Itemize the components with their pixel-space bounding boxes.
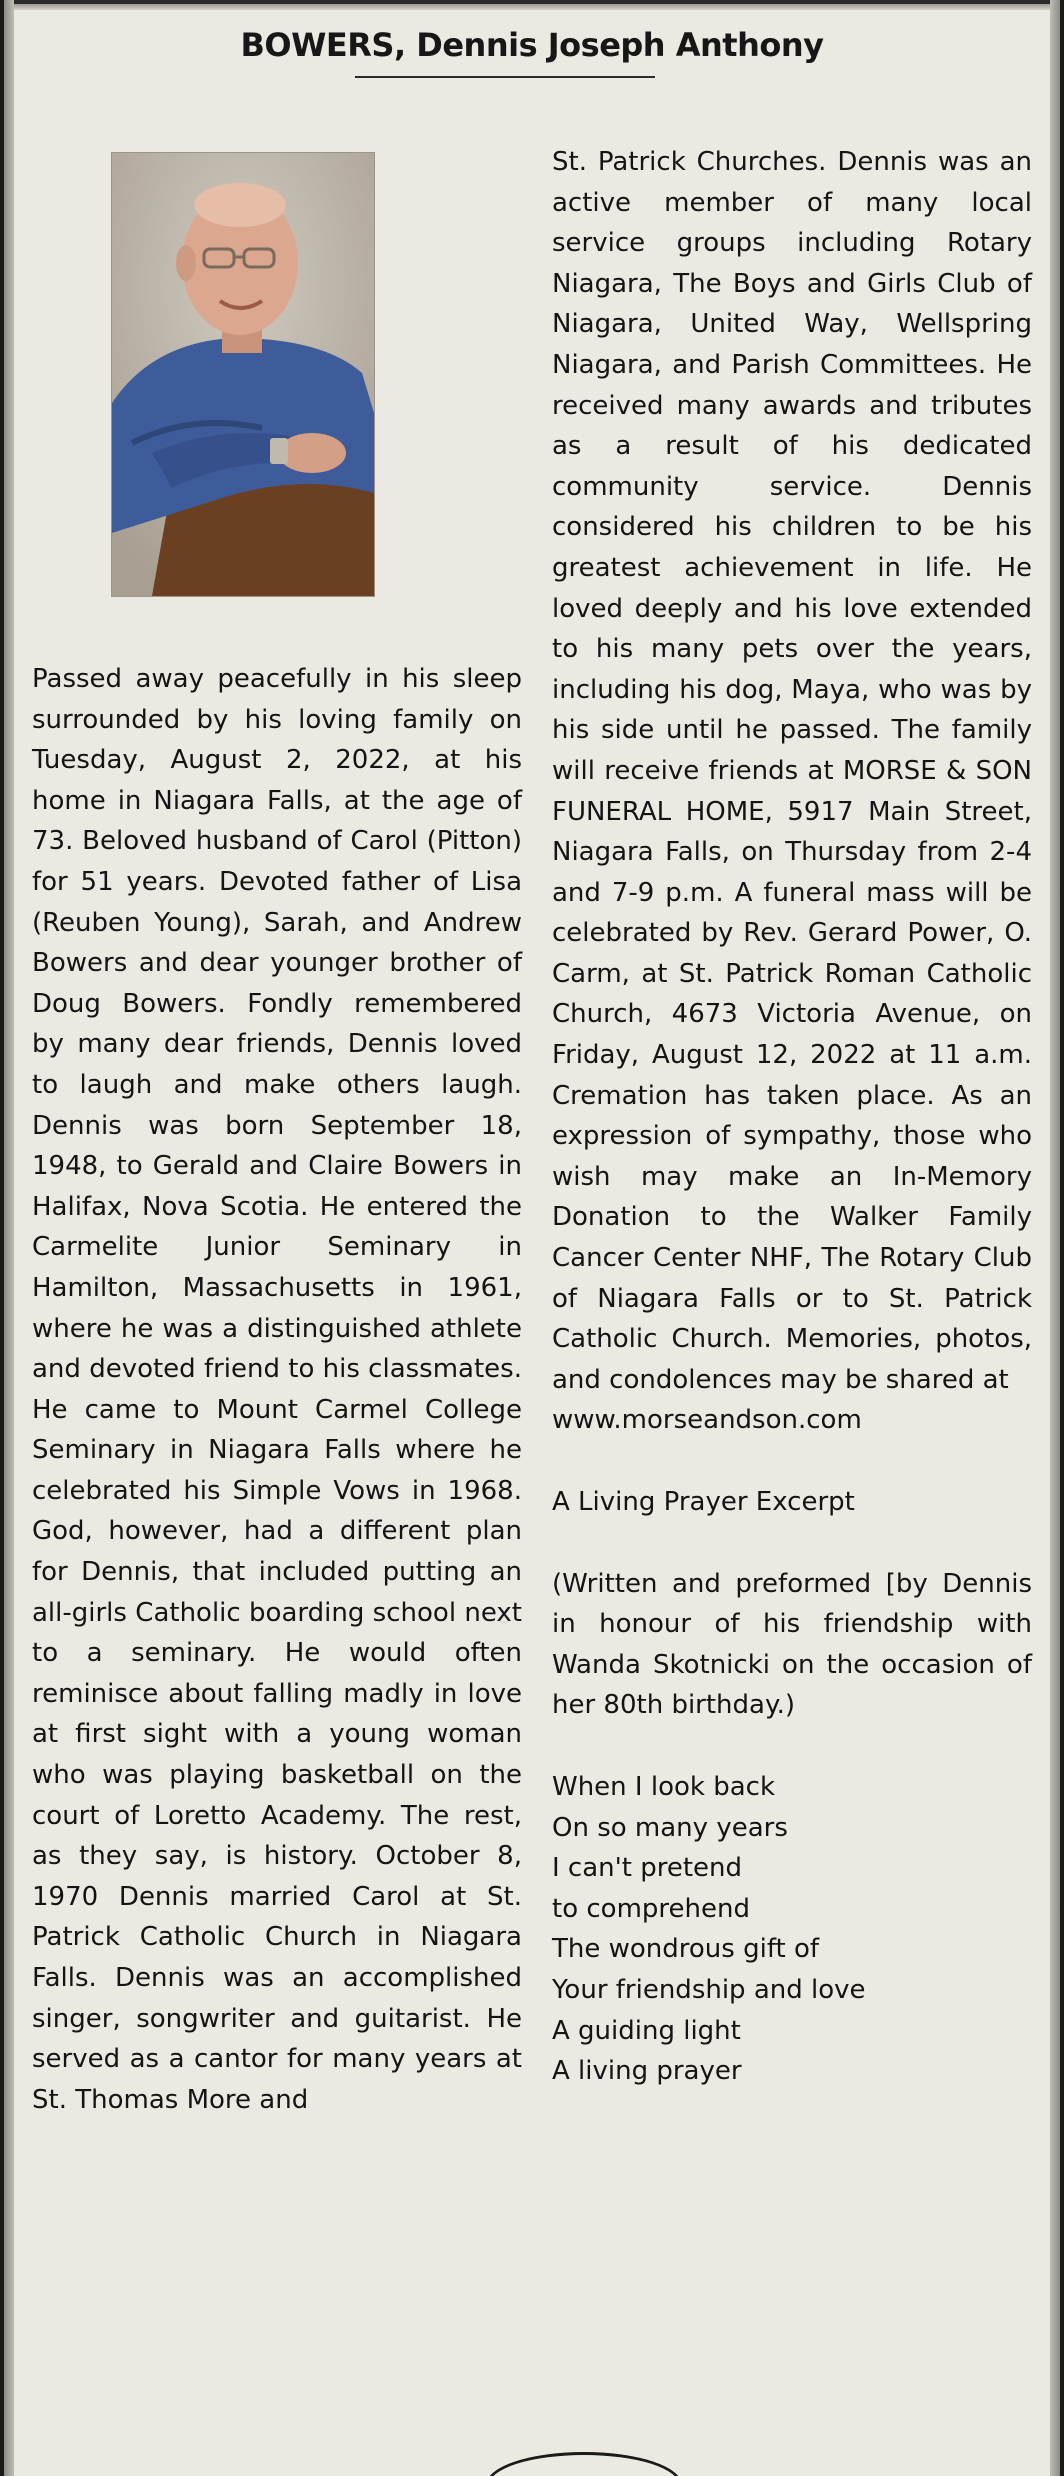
- prayer-verse: [552, 1767, 1032, 2092]
- verse-line: to comprehend: [552, 1893, 750, 1924]
- portrait-illustration: [112, 153, 374, 596]
- obituary-paragraph: Passed away peacefully in his sleep surrounded by his loving family on Tuesday, August 2, 2022, at his home in Niagara Falls, at the age of 73. Beloved husband of Carol (Pitton) for 51 years. Devoted father of Lisa (Reuben Young), Sarah, and Andrew Bowers and dear younger brother of Doug Bowers. Fondly remembered by many dear friends, Dennis loved to laugh and make others laugh. Dennis was born September 18, 1948, to Gerald and Claire Bowers in Halifax, Nova Scotia. He entered the Carmelite Junior Seminary in Hamilton, Massachusetts in 1961, where he was a distinguished athlete and devoted friend to his classmates. He came to Mount Carmel College Seminary in Niagara Falls where he celebrated his Simple Vows in 1968. God, however, had a different plan for Dennis, that included putting an all-girls Catholic boarding school next to a seminary. He would often reminisce about falling madly in love at first sight with a young woman who was playing basketball on the court of Loretto Academy. The rest, as they say, is history. October 8, 1970 Dennis married Carol at St. Patrick Catholic Church in Niagara Falls. Dennis was an accomplished singer, songwriter and guitarist. He served as a cantor for many years at St. Thomas More and: [32, 664, 522, 2115]
- prayer-heading: A Living Prayer Excerpt: [552, 1487, 855, 1517]
- prayer-note: (Written and preformed [by Dennis in honour of his friendship with Wanda Skotnicki on the occasion of her 80th birthday.): [552, 1568, 1032, 1721]
- ear: [176, 245, 196, 281]
- right-border: [1050, 0, 1064, 2476]
- verse-line: The wondrous gift of: [552, 1934, 820, 1965]
- verse-line: A guiding light: [552, 2015, 741, 2046]
- verse-line: A living prayer: [552, 2056, 742, 2087]
- verse-line: I can't pretend: [552, 1853, 743, 1884]
- wristwatch: [270, 438, 288, 464]
- verse-line: Your friendship and love: [552, 1974, 866, 2005]
- obituary-paragraph-continued: St. Patrick Churches. Dennis was an active member of many local service groups including Rotary Niagara, The Boys and Girls Club of Niagara, United Way, Wellspring Niagara, and Parish Committees. He received many awards and tributes as a result of his dedicated community service. Dennis considered his children to be his greatest achievement in life. He loved deeply and his love extended to his many pets over the years, including his dog, Maya, who was by his side until he passed. The family will receive friends at MORSE & SON FUNERAL HOME, 5917 Main Street, Niagara Falls, on Thursday from 2-4 and 7-9 p.m. A funeral mass will be celebrated by Rev. Gerard Power, O. Carm, at St. Patrick Roman Catholic Church, 4673 Victoria Avenue, on Friday, August 12, 2022 at 11 a.m. Cremation has taken place. As an expression of sympathy, those who wish may make an In-Memory Donation to the Walker Family Cancer Center NHF, The Rotary Club of Niagara Falls or to St. Patrick Catholic Church. Memories, photos, and condolences may be shared at: [552, 147, 1032, 1395]
- bottom-decorative-arc: [486, 2452, 682, 2476]
- obituary-title: BOWERS, Dennis Joseph Anthony: [240, 26, 824, 64]
- obituary-right-column: [552, 142, 1032, 2092]
- bald-crown: [194, 183, 286, 227]
- obituary-left-column: [32, 659, 522, 2120]
- verse-line: When I look back: [552, 1771, 776, 1802]
- hand: [278, 433, 346, 473]
- top-border: [0, 0, 1064, 10]
- left-border: [0, 0, 14, 2476]
- portrait-photo: [112, 153, 374, 596]
- verse-line: On so many years: [552, 1812, 788, 1843]
- funeral-home-website: www.morseandson.com: [552, 1405, 862, 1436]
- title-underline: [355, 76, 655, 78]
